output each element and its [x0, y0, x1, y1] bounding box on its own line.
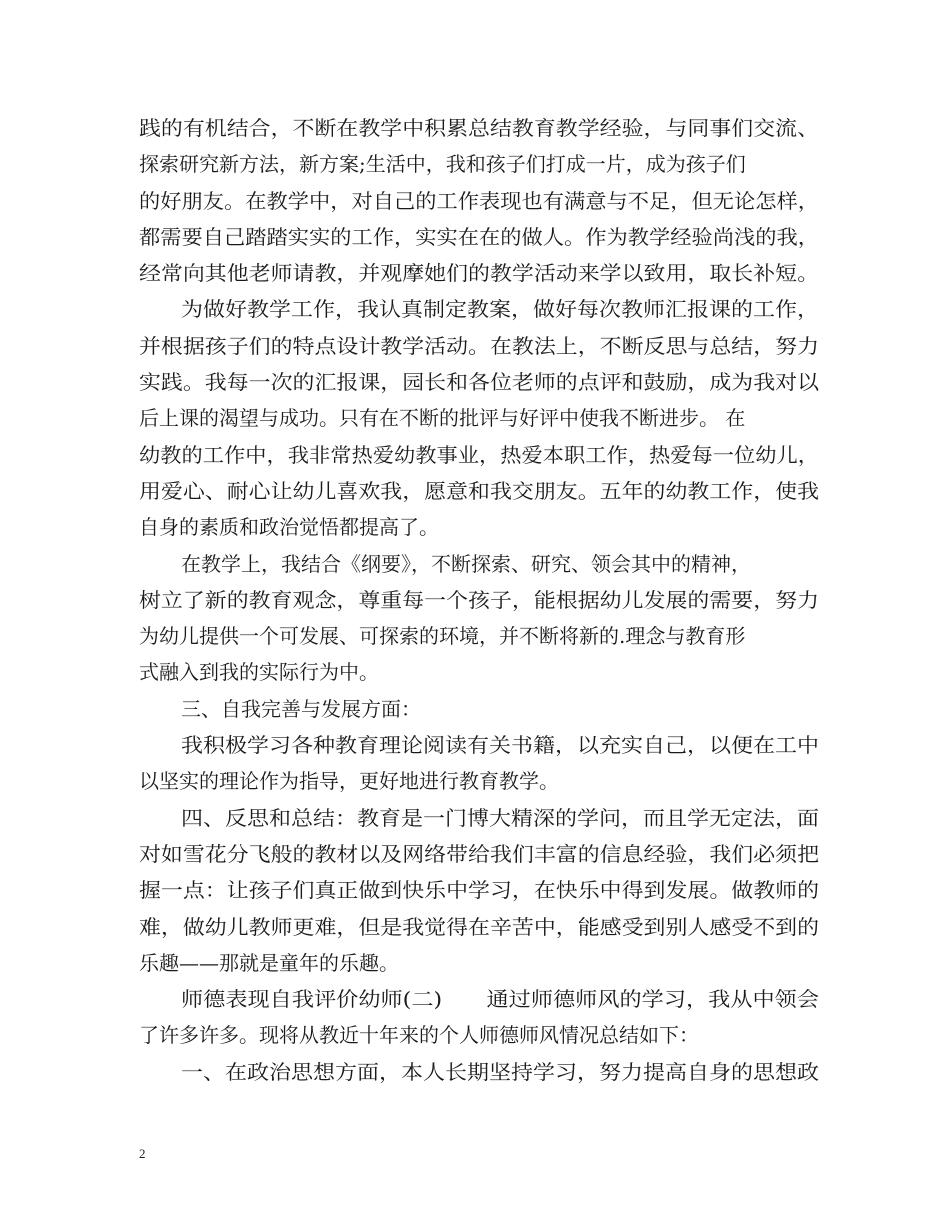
text-line [139, 110, 819, 146]
text-line [139, 981, 819, 1017]
text-line [139, 691, 819, 727]
text-line [139, 364, 819, 400]
text-line [139, 328, 819, 364]
text-line [139, 727, 819, 763]
text-line-content: 三、自我完善与发展方面： [181, 696, 421, 721]
text-line [139, 763, 819, 799]
document-body [139, 110, 819, 1090]
text-line [139, 219, 819, 255]
text-line-content: 用爱心、耐心让幼儿喜欢我，愿意和我交朋友。五年的幼教工作，使我 [139, 478, 819, 503]
text-line-content: 为做好教学工作，我认真制定教案，做好每次教师汇报课的工作， [181, 297, 819, 322]
text-line-content: 以坚实的理论作为指导，更好地进行教育教学。 [139, 769, 559, 794]
text-line [139, 146, 819, 182]
text-line [139, 1054, 819, 1090]
text-line [139, 654, 819, 690]
text-line [139, 509, 819, 545]
text-line [139, 872, 819, 908]
text-line-content: 的好朋友。在教学中，对自己的工作表现也有满意与不足，但无论怎样， [139, 188, 819, 213]
text-line-content: 都需要自己踏踏实实的工作，实实在在的做人。作为教学经验尚浅的我， [139, 224, 819, 249]
text-line [139, 582, 819, 618]
text-line-content: 一、在政治思想方面，本人长期坚持学习，努力提高自身的思想政 [181, 1059, 819, 1084]
text-line [139, 183, 819, 219]
text-line-content: 式融入到我的实际行为中。 [139, 660, 379, 685]
text-line [139, 945, 819, 981]
text-line-content: 四、反思和总结：教育是一门博大精深的学问，而且学无定法，面 [181, 805, 819, 830]
text-line-content: 树立了新的教育观念，尊重每一个孩子，能根据幼儿发展的需要，努力 [139, 587, 819, 612]
text-line [139, 1017, 819, 1053]
text-line [139, 909, 819, 945]
text-line-content: 幼教的工作中，我非常热爱幼教事业，热爱本职工作，热爱每一位幼儿， [139, 442, 819, 467]
text-line-content: 在教学上，我结合《纲要》，不断探索、研究、领会其中的精神， [181, 551, 751, 576]
text-line [139, 255, 819, 291]
text-line-content: 难，做幼儿教师更难，但是我觉得在辛苦中，能感受到别人感受不到的 [139, 914, 819, 939]
text-line-content: 了许多许多。现将从教近十年来的个人师德师风情况总结如下： [139, 1023, 699, 1048]
page-number: 2 [139, 1146, 146, 1161]
text-line [139, 546, 819, 582]
text-line [139, 437, 819, 473]
text-line [139, 618, 819, 654]
text-line [139, 473, 819, 509]
text-line-content: 师德表现自我评价幼师(二) 通过师德师风的学习，我从中领会 [181, 987, 819, 1012]
text-line-content: 自身的素质和政治觉悟都提高了。 [139, 515, 439, 540]
text-line [139, 400, 819, 436]
text-line-content: 为幼儿提供一个可发展、可探索的环境，并不断将新的.理念与教育形 [139, 624, 746, 649]
text-line [139, 291, 819, 327]
text-line-content: 经常向其他老师请教，并观摩她们的教学活动来学以致用，取长补短。 [139, 261, 819, 286]
text-line-content: 乐趣——那就是童年的乐趣。 [139, 950, 399, 975]
text-line-content: 我积极学习各种教育理论阅读有关书籍，以充实自己，以便在工中 [181, 733, 819, 758]
text-line-content: 对如雪花分飞般的教材以及网络带给我们丰富的信息经验，我们必须把 [139, 841, 819, 866]
text-line-content: 后上课的渴望与成功。只有在不断的批评与好评中使我不断进步。 在 [139, 406, 746, 431]
text-line-content: 探索研究新方法，新方案;生活中，我和孩子们打成一片，成为孩子们 [139, 152, 746, 177]
text-line [139, 836, 819, 872]
text-line [139, 800, 819, 836]
text-line-content: 并根据孩子们的特点设计教学活动。在教法上，不断反思与总结，努力 [139, 333, 819, 358]
text-line-content: 握一点：让孩子们真正做到快乐中学习，在快乐中得到发展。做教师的 [139, 878, 819, 903]
text-line-content: 实践。我每一次的汇报课，园长和各位老师的点评和鼓励，成为我对以 [139, 370, 819, 395]
text-line-content: 践的有机结合，不断在教学中积累总结教育教学经验，与同事们交流、 [139, 116, 819, 140]
